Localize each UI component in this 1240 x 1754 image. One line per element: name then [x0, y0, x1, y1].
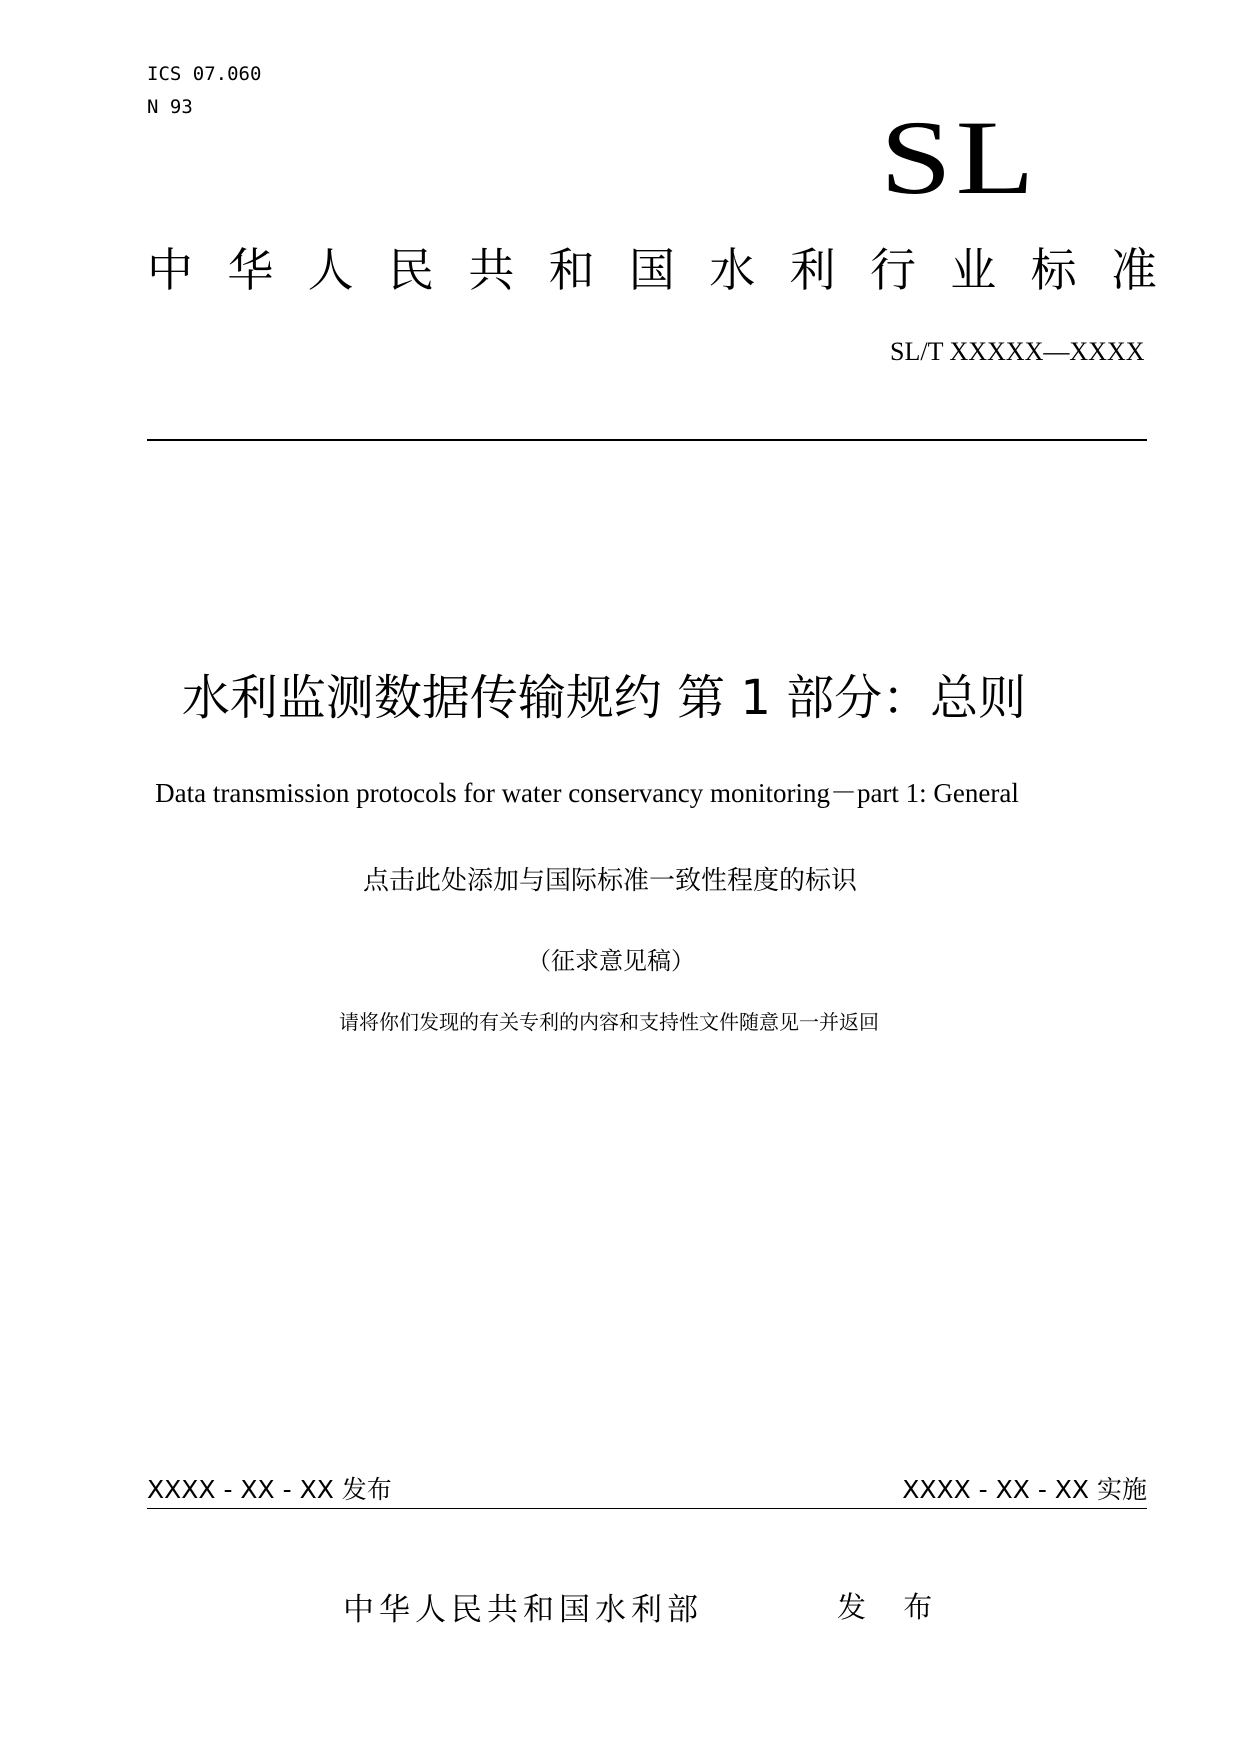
international-consistency-placeholder[interactable]: 点击此处添加与国际标准一致性程度的标识: [362, 866, 857, 896]
standard-number: SL/T XXXXX—XXXX: [890, 337, 1145, 366]
ics-code: ICS 07.060: [147, 63, 262, 85]
industry-title-char: 标: [1030, 243, 1077, 297]
industry-title-char: 人: [307, 243, 354, 297]
document-title-en: Data transmission protocols for water conservancy monitoring－part 1: General: [155, 778, 1019, 808]
industry-title-char: 国: [628, 243, 675, 297]
industry-title-char: 业: [950, 243, 997, 297]
draft-status: （征求意见稿）: [527, 947, 695, 975]
industry-title-char: 中: [147, 243, 193, 297]
industry-title-char: 行: [869, 243, 916, 297]
industry-standard-title: [147, 242, 1157, 298]
implementation-date: XXXX - XX - XX 实施: [902, 1475, 1147, 1504]
industry-title-char: 准: [1110, 243, 1157, 297]
patent-notice: 请将你们发现的有关专利的内容和支持性文件随意见一并返回: [339, 1010, 879, 1034]
industry-title-char: 共: [468, 243, 515, 297]
document-title-zh: 水利监测数据传输规约 第 1 部分：总则: [181, 670, 1027, 726]
footer-divider: [147, 1508, 1147, 1509]
publish-label: 发 布: [837, 1590, 947, 1624]
standard-prefix-logo: SL: [880, 99, 1039, 216]
industry-title-char: 华: [227, 243, 274, 297]
header-divider: [147, 439, 1147, 441]
industry-title-char: 利: [789, 243, 836, 297]
ccs-code: N 93: [147, 96, 193, 118]
publisher: 中华人民共和国水利部: [343, 1592, 703, 1628]
industry-title-char: 和: [548, 243, 595, 297]
issue-date: XXXX - XX - XX 发布: [147, 1475, 392, 1504]
industry-title-char: 民: [387, 243, 434, 297]
industry-title-char: 水: [709, 243, 756, 297]
